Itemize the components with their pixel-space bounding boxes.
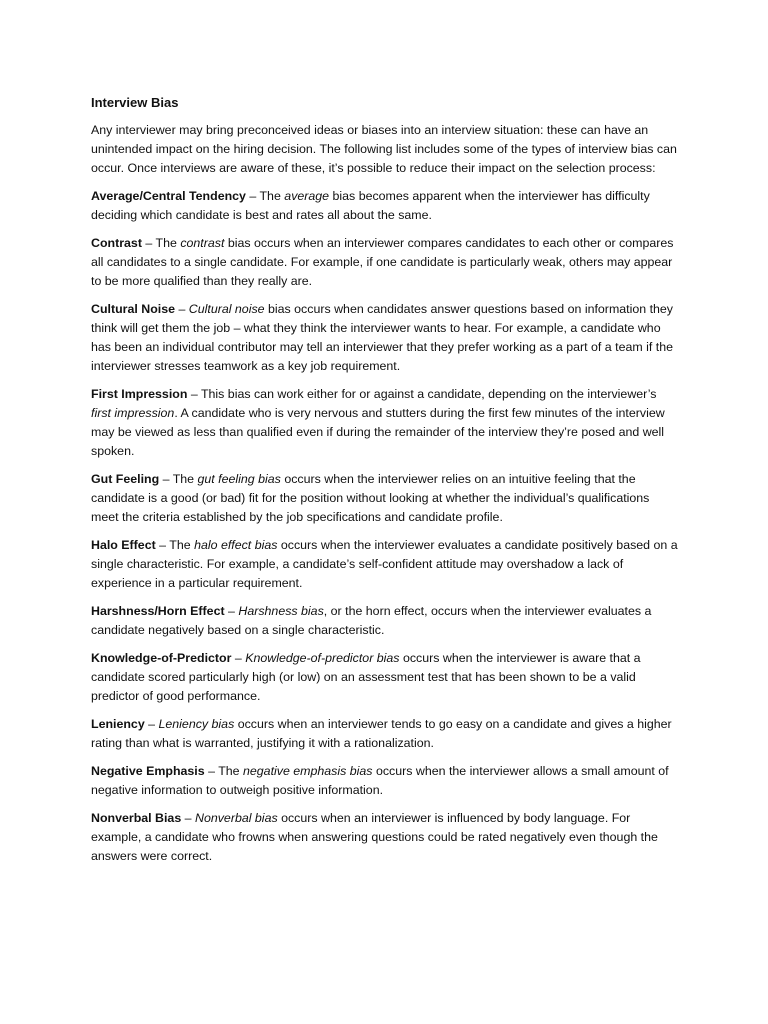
bias-term: Leniency: [91, 717, 145, 731]
bias-description: occurs when the interviewer evaluates a candidate positively based on a single characteristic. For example, a candidate’s self-confident attitude may overshadow a lack of experience in a particular requirement.: [91, 538, 678, 590]
bias-description: occurs when the interviewer allows a small amount of negative information to outweigh positive information.: [91, 764, 669, 797]
bias-separator: – The: [204, 764, 243, 778]
bias-italic: negative emphasis bias: [243, 764, 373, 778]
bias-italic: Nonverbal bias: [195, 811, 278, 825]
bias-italic: contrast: [180, 236, 225, 250]
bias-description: bias becomes apparent when the interviewer has difficulty deciding which candidate is best and rates all about the same.: [91, 189, 650, 222]
bias-italic: first impression: [91, 406, 175, 420]
bias-term: Average/Central Tendency: [91, 189, 246, 203]
bias-separator: – The: [141, 236, 181, 250]
bias-term: Nonverbal Bias: [91, 811, 182, 825]
bias-separator: –: [175, 302, 189, 316]
bias-separator: –: [181, 811, 195, 825]
bias-description: , or the horn effect, occurs when the interviewer evaluates a candidate negatively based on a single characteristic.: [91, 604, 652, 637]
bias-separator: –: [231, 651, 246, 665]
bias-term: Cultural Noise: [91, 302, 175, 316]
bias-description: occurs when the interviewer relies on an intuitive feeling that the candidate is a good (or bad) fit for the position without looking at whether the individual’s qualifications meet the criteria established by the job specifications and candidate profile.: [91, 472, 650, 524]
bias-separator: – The: [245, 189, 285, 203]
bias-entry-knowledge-of-predictor: [91, 649, 678, 706]
bias-term: Contrast: [91, 236, 142, 250]
bias-description: occurs when an interviewer tends to go easy on a candidate and gives a higher rating than what is warranted, justifying it with a rationalization.: [91, 717, 672, 750]
bias-italic: gut feeling bias: [197, 472, 281, 486]
bias-entry-negative-emphasis: [91, 762, 678, 800]
bias-term: Negative Emphasis: [91, 764, 205, 778]
bias-separator: –: [144, 717, 159, 731]
bias-term: Knowledge-of-Predictor: [91, 651, 232, 665]
bias-term: Gut Feeling: [91, 472, 160, 486]
bias-description: bias occurs when candidates answer questions based on information they think will get them the job – what they think the interviewer wants to hear. For example, a candidate who has been an individual contributor may tell an interviewer that they prefer working as a part of a team if the interviewer stresses teamwork as a key job requirement.: [91, 302, 673, 373]
bias-entry-contrast: [91, 234, 678, 291]
bias-entry-average: [91, 187, 678, 225]
bias-separator: –: [224, 604, 239, 618]
bias-italic: Cultural noise: [188, 302, 265, 316]
bias-separator: – This bias can work either for or against a candidate, depending on the interviewer’s: [187, 387, 657, 401]
bias-entry-first-impression: [91, 385, 678, 461]
intro-paragraph: Any interviewer may bring preconceived ideas or biases into an interview situation: these can have an unintended impact on the hiring decision. The following list includes some of the types of interview bias can occur. Once interviews are aware of these, it’s possible to reduce their impact on the selection process:: [91, 123, 677, 175]
document-title: Interview Bias: [91, 95, 179, 110]
bias-term: First Impression: [91, 387, 188, 401]
bias-description: occurs when an interviewer is influenced by body language. For example, a candidate who frowns when answering questions could be rated negatively even though the answers were correct.: [91, 811, 658, 863]
bias-entry-leniency: [91, 715, 678, 753]
bias-entry-gut-feeling: [91, 470, 678, 527]
bias-entry-cultural-noise: [91, 300, 678, 376]
bias-entry-harshness: [91, 602, 678, 640]
bias-italic: Leniency bias: [158, 717, 235, 731]
bias-description: . A candidate who is very nervous and stutters during the first few minutes of the interview may be viewed as less than qualified even if during the remainder of the interview they’re posed and well spoken.: [91, 406, 665, 458]
bias-entry-nonverbal: [91, 809, 678, 866]
bias-italic: halo effect bias: [194, 538, 278, 552]
bias-entry-halo-effect: [91, 536, 678, 593]
bias-italic: Harshness bias: [238, 604, 324, 618]
bias-italic: average: [284, 189, 330, 203]
bias-italic: Knowledge-of-predictor bias: [245, 651, 400, 665]
bias-term: Harshness/Horn Effect: [91, 604, 225, 618]
bias-description: occurs when the interviewer is aware that a candidate scored particularly high (or low) on an assessment test that has been shown to be a valid predictor of good performance.: [91, 651, 641, 703]
bias-separator: – The: [155, 538, 195, 552]
bias-separator: – The: [159, 472, 198, 486]
bias-term: Halo Effect: [91, 538, 156, 552]
bias-description: bias occurs when an interviewer compares candidates to each other or compares all candidates to a single candidate. For example, if one candidate is particularly weak, others may appear to be more qualified than they really are.: [91, 236, 674, 288]
